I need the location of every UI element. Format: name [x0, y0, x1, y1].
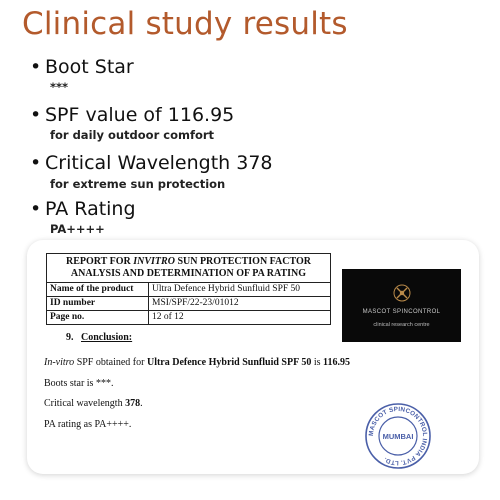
report-heading	[47, 254, 331, 283]
conclusion-label: Conclusion:	[81, 332, 133, 343]
bullet-dot: •	[30, 56, 42, 78]
bullet-sub: for extreme sun protection	[50, 177, 226, 191]
conclusion-heading	[66, 332, 132, 343]
report-heading-part: SUN PROTECTION FACTOR ANALYSIS AND DETERMINATION OF PA RATING	[70, 256, 311, 279]
report-table	[46, 253, 331, 325]
conclusion-product: Ultra Defence Hybrid Sunfluid SPF 50	[146, 357, 312, 368]
conclusion-wavelength-value: 378	[125, 398, 141, 409]
bullet-boot-star	[30, 56, 134, 78]
bullet-dot: •	[30, 104, 42, 126]
bullet-critical-wavelength	[30, 152, 273, 174]
conclusion-text: is	[311, 357, 323, 368]
conclusion-wavelength-line	[44, 398, 143, 409]
bullet-label: Boot Star	[45, 56, 134, 78]
lab-logo	[342, 269, 461, 342]
report-heading-part: REPORT FOR	[66, 256, 134, 267]
conclusion-italic: In-vitro	[44, 357, 75, 368]
conclusion-spf-line	[44, 357, 350, 368]
conclusion-number: 9.	[66, 332, 74, 343]
conclusion-pa-line: PA rating as PA++++.	[44, 419, 132, 430]
report-key: Page no.	[47, 311, 149, 325]
report-key: Name of the product	[47, 283, 149, 297]
bullet-sub: PA++++	[50, 222, 105, 236]
lab-tagline: clinical research centre	[373, 322, 430, 328]
bullet-pa-rating	[30, 198, 136, 220]
conclusion-boots-line: Boots star is ***.	[44, 378, 114, 389]
stamp-ring-text: MASCOT SPINCONTROL INDIA PVT. LTD.	[367, 405, 429, 467]
bullet-sub: ***	[50, 80, 69, 94]
lab-emblem-icon	[392, 283, 412, 303]
report-heading-row	[47, 254, 331, 283]
table-row	[47, 283, 331, 297]
bullet-spf	[30, 104, 234, 126]
bullet-label: SPF value of 116.95	[45, 104, 235, 126]
conclusion-spf-value: 116.95	[323, 357, 350, 368]
table-row	[47, 311, 331, 325]
conclusion-text: .	[140, 398, 143, 409]
company-stamp	[364, 402, 432, 470]
bullet-label: Critical Wavelength 378	[45, 152, 273, 174]
conclusion-text: SPF obtained for	[74, 357, 147, 368]
conclusion-text: Critical wavelength	[44, 398, 126, 409]
report-value: MSI/SPF/22-23/01012	[149, 297, 331, 311]
report-value: Ultra Defence Hybrid Sunfluid SPF 50	[149, 283, 331, 297]
report-heading-italic: INVITRO	[133, 256, 175, 267]
bullet-label: PA Rating	[45, 198, 136, 220]
report-value: 12 of 12	[149, 311, 331, 325]
page-title: Clinical study results	[22, 6, 348, 42]
table-row	[47, 297, 331, 311]
bullet-dot: •	[30, 198, 42, 220]
lab-name: MASCOT SPINCONTROL	[362, 309, 441, 315]
bullet-sub: for daily outdoor comfort	[50, 128, 215, 142]
bullet-dot: •	[30, 152, 42, 174]
stamp-city: MUMBAI	[382, 432, 414, 441]
report-key: ID number	[47, 297, 149, 311]
